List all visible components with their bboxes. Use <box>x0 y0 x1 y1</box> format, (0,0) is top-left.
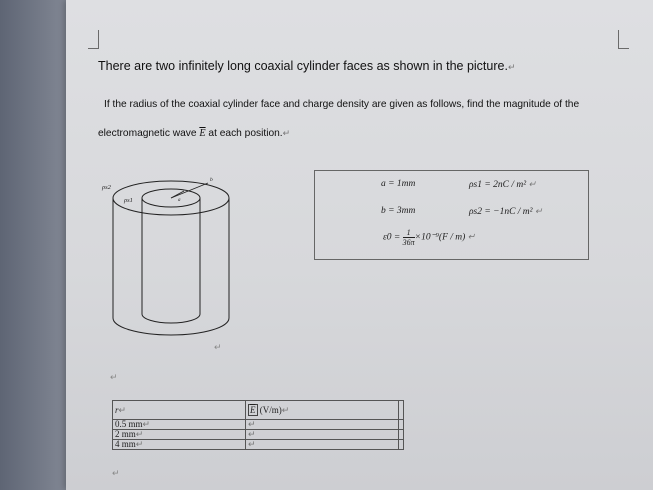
return-mark: ↵ <box>281 404 290 415</box>
epsilon-denominator: 36π <box>402 238 415 247</box>
coaxial-cylinder-diagram <box>96 168 246 358</box>
return-mark: ↵ <box>135 439 144 449</box>
return-mark: ↵ <box>110 372 118 382</box>
radius-a-label: a <box>178 198 181 203</box>
problem-paragraph-line-2 <box>98 128 290 139</box>
header-r-cell[interactable] <box>113 401 246 420</box>
header-end-cell <box>399 401 404 420</box>
paragraph-text-2a: electromagnetic wave <box>98 128 200 139</box>
problem-heading <box>98 59 515 73</box>
r-value: 4 mm <box>115 439 136 449</box>
return-mark: ↵ <box>112 468 120 478</box>
param-rho1 <box>469 179 536 190</box>
radius-b-label: b <box>210 177 213 183</box>
table-row <box>113 430 404 440</box>
outer-cylinder-bottom <box>113 318 229 335</box>
return-mark: ↵ <box>248 429 256 439</box>
radius-b-line <box>171 183 208 198</box>
epsilon-numerator: 1 <box>403 228 415 238</box>
return-mark: ↵ <box>534 206 543 216</box>
return-mark: ↵ <box>282 128 291 138</box>
paragraph-text-1: If the radius of the coaxial cylinder face and charge density are given as follows, find the magnitude of the <box>104 99 580 110</box>
header-r-label: r <box>115 404 119 415</box>
parameter-box <box>314 170 589 260</box>
inner-cylinder-bottom <box>142 314 200 323</box>
header-e-unit: (V/m) <box>257 404 282 415</box>
e-cell[interactable] <box>246 430 399 440</box>
r-value: 2 mm <box>115 429 136 439</box>
header-e-symbol: $\overline{E}$ <box>250 404 256 415</box>
return-mark: ↵ <box>528 179 537 189</box>
inner-charge-label: ρs1 <box>124 197 133 204</box>
document-page <box>66 0 653 490</box>
epsilon-lhs: ε0 = <box>383 232 401 243</box>
heading-text: There are two infinitely long coaxial cylinder faces as shown in the picture. <box>98 59 508 73</box>
table-row <box>113 420 404 430</box>
answer-table <box>112 400 404 450</box>
param-a <box>381 179 415 189</box>
r-cell[interactable] <box>113 430 246 440</box>
row-end-cell <box>399 440 404 450</box>
e-vector-symbol: $\overline{E}$ <box>199 128 206 139</box>
param-a-text: a = 1mm <box>381 179 416 189</box>
param-b <box>381 206 415 216</box>
return-mark: ↵ <box>467 231 476 242</box>
e-cell[interactable] <box>246 440 399 450</box>
problem-paragraph-line-1 <box>104 99 579 110</box>
param-rho2 <box>469 206 542 217</box>
param-epsilon <box>383 228 475 247</box>
header-e-cell[interactable] <box>246 401 399 420</box>
margin-corner-mark-left <box>88 30 99 49</box>
margin-corner-mark-right <box>618 30 629 49</box>
return-mark: ↵ <box>118 404 127 415</box>
outer-charge-label: ρs2 <box>102 184 111 191</box>
r-cell[interactable] <box>113 440 246 450</box>
return-mark: ↵ <box>142 419 151 429</box>
e-cell[interactable] <box>246 420 399 430</box>
table-header-row <box>113 401 404 420</box>
return-mark: ↵ <box>507 62 516 72</box>
epsilon-fraction <box>403 228 415 247</box>
return-mark: ↵ <box>214 342 222 352</box>
table-row <box>113 440 404 450</box>
paragraph-text-2b: at each position. <box>205 128 283 139</box>
epsilon-rhs: ×10⁻⁹(F / m) <box>414 232 466 243</box>
param-b-text: b = 3mm <box>381 206 416 216</box>
row-end-cell <box>399 430 404 440</box>
param-rho2-text: ρs2 = −1nC / m² <box>469 207 533 217</box>
return-mark: ↵ <box>248 439 256 449</box>
return-mark: ↵ <box>135 429 144 439</box>
return-mark: ↵ <box>248 419 256 429</box>
r-value: 0.5 mm <box>115 419 143 429</box>
r-cell[interactable] <box>113 420 246 430</box>
row-end-cell <box>399 420 404 430</box>
param-rho1-text: ρs1 = 2nC / m² <box>469 180 527 190</box>
